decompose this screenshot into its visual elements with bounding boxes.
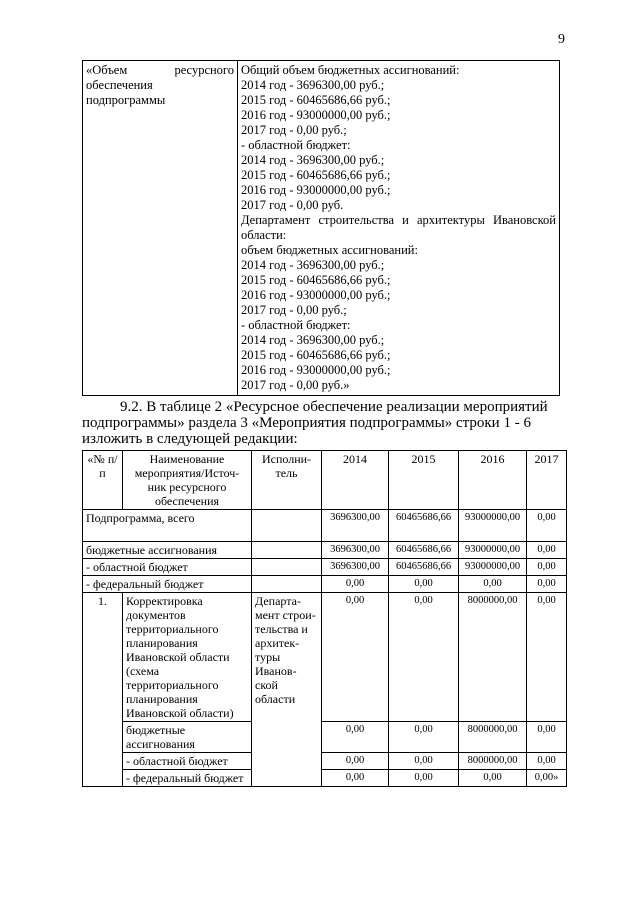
row-label: Подпрограмма, всего (83, 510, 252, 542)
value-cell: 3696300,00 (322, 510, 389, 542)
value-cell: 0,00 (389, 753, 459, 770)
value-cell: 0,00 (527, 542, 567, 559)
row-label: - областной бюджет (83, 559, 252, 576)
page-number: 9 (558, 32, 565, 47)
resource-line: 2016 год - 93000000,00 руб.; (241, 288, 391, 302)
value-cell: 93000000,00 (459, 559, 527, 576)
resource-line: - областной бюджет: (241, 318, 351, 332)
item-number: 1. (83, 593, 123, 787)
value-cell: 0,00» (527, 770, 567, 787)
value-cell: 8000000,00 (459, 593, 527, 722)
resource-line: объем бюджетных ассигнований: (241, 243, 418, 257)
row-executor (252, 542, 322, 559)
table-row (83, 593, 567, 722)
paragraph-line: 9.2. В таблице 2 «Ресурсное обеспечение реализации мероприятий (120, 399, 548, 415)
value-cell: 0,00 (322, 770, 389, 787)
value-cell: 0,00 (527, 576, 567, 593)
table-row (83, 542, 567, 559)
measures-table (82, 450, 567, 787)
value-cell: 0,00 (527, 722, 567, 753)
header-executor: Исполни-тель (252, 451, 322, 510)
row-label: - областной бюджет (123, 753, 252, 770)
value-cell: 60465686,66 (389, 559, 459, 576)
resource-line: 2016 год - 93000000,00 руб.; (241, 363, 391, 377)
header-2015: 2015 (389, 451, 459, 510)
value-cell: 8000000,00 (459, 722, 527, 753)
resource-line: 2014 год - 3696300,00 руб.; (241, 333, 385, 347)
value-cell: 3696300,00 (322, 542, 389, 559)
value-cell: 8000000,00 (459, 753, 527, 770)
value-cell: 0,00 (527, 593, 567, 722)
row-label: - федеральный бюджет (83, 576, 252, 593)
resource-line: 2017 год - 0,00 руб.; (241, 123, 347, 137)
table-row (83, 770, 567, 787)
value-cell: 0,00 (322, 753, 389, 770)
table-row (83, 559, 567, 576)
resource-line: 2016 год - 93000000,00 руб.; (241, 183, 391, 197)
header-2017: 2017 (527, 451, 567, 510)
value-cell: 3696300,00 (322, 559, 389, 576)
amendment-paragraph (82, 399, 560, 447)
resource-line: 2017 год - 0,00 руб.» (241, 378, 350, 392)
value-cell: 0,00 (389, 593, 459, 722)
table-row (83, 510, 567, 542)
value-cell: 60465686,66 (389, 542, 459, 559)
row-executor (252, 510, 322, 542)
resource-line: 2014 год - 3696300,00 руб.; (241, 153, 385, 167)
resource-values-cell (238, 61, 560, 396)
row-executor (252, 559, 322, 576)
resource-line: 2014 год - 3696300,00 руб.; (241, 78, 385, 92)
header-row (83, 451, 567, 510)
resource-line: 2017 год - 0,00 руб. (241, 198, 344, 212)
value-cell: 0,00 (527, 510, 567, 542)
resource-line: 2015 год - 60465686,66 руб.; (241, 93, 391, 107)
resource-line: Департамент строительства и архитектуры Ивановской (241, 213, 556, 227)
header-2014: 2014 (322, 451, 389, 510)
paragraph-line: подпрограммы» раздела 3 «Мероприятия подпрограммы» строки 1 - 6 (82, 415, 531, 431)
table-row (83, 753, 567, 770)
value-cell: 0,00 (527, 559, 567, 576)
resource-line: 2015 год - 60465686,66 руб.; (241, 273, 391, 287)
resource-line: 2016 год - 93000000,00 руб.; (241, 108, 391, 122)
row-label: бюджетные ассигнования (83, 542, 252, 559)
row-label: бюджетные ассигнования (123, 722, 252, 753)
resource-line: 2015 год - 60465686,66 руб.; (241, 348, 391, 362)
resource-label-line: «Объем ресурсного (86, 63, 234, 77)
table-row (83, 576, 567, 593)
resource-line: 2017 год - 0,00 руб.; (241, 303, 347, 317)
row-executor (252, 576, 322, 593)
value-cell: 0,00 (527, 753, 567, 770)
value-cell: 0,00 (389, 722, 459, 753)
value-cell: 0,00 (459, 770, 527, 787)
value-cell: 0,00 (322, 576, 389, 593)
resource-line: 2014 год - 3696300,00 руб.; (241, 258, 385, 272)
resource-label-line: подпрограммы (86, 93, 166, 107)
header-num: «№ п/п (83, 451, 123, 510)
resource-line: - областной бюджет: (241, 138, 351, 152)
resource-table (82, 60, 560, 396)
value-cell: 0,00 (322, 722, 389, 753)
table-row (83, 722, 567, 753)
header-name: Наименование мероприятия/Источ-ник ресурсного обеспечения (123, 451, 252, 510)
resource-label-line: обеспечения (86, 78, 153, 92)
row-label: - федеральный бюджет (123, 770, 252, 787)
item-name: Корректировка документов территориального планирования Ивановской области (схема территориального планирования Ивановской области) (123, 593, 252, 722)
header-2016: 2016 (459, 451, 527, 510)
value-cell: 0,00 (459, 576, 527, 593)
resource-line: Общий объем бюджетных ассигнований: (241, 63, 460, 77)
resource-label-cell (83, 61, 238, 396)
value-cell: 93000000,00 (459, 542, 527, 559)
resource-line: 2015 год - 60465686,66 руб.; (241, 168, 391, 182)
value-cell: 60465686,66 (389, 510, 459, 542)
item-executor: Департа-мент строи-тельства и архитек-туры Иванов-ской области (252, 593, 322, 787)
paragraph-line: изложить в следующей редакции: (82, 431, 298, 447)
value-cell: 0,00 (322, 593, 389, 722)
value-cell: 0,00 (389, 576, 459, 593)
value-cell: 0,00 (389, 770, 459, 787)
resource-line: области: (241, 228, 287, 242)
value-cell: 93000000,00 (459, 510, 527, 542)
